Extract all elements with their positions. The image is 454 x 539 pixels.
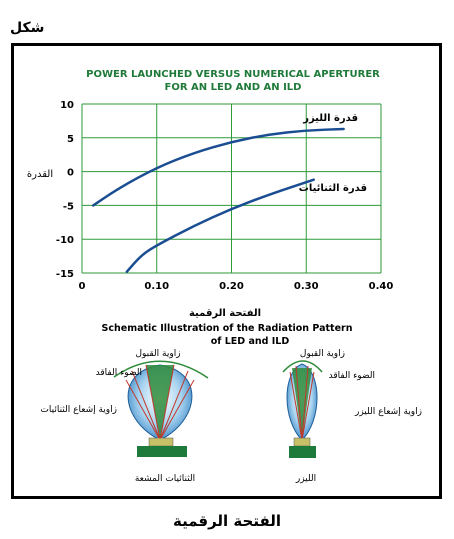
- ild-emission-angle-label: زاوية إشعاع الليزر: [355, 407, 422, 417]
- series-label-laser: قدرة الليزر: [303, 113, 358, 124]
- x-axis-label: الفتحة الرقمية: [188, 308, 262, 319]
- led-acceptance-angle-label: زاوية القبول: [135, 349, 181, 359]
- diagram-title-line2: of LED and ILD: [210, 336, 290, 347]
- ild-radiation-pattern: [283, 361, 322, 458]
- chart-title-line1: POWER LAUNCHED VERSUS NUMERICAL APERTURER: [86, 69, 380, 80]
- x-tick-label: 0: [78, 281, 86, 292]
- series-label-led: قدرة الثنائيات: [298, 183, 367, 194]
- y-tick-label: 0: [67, 167, 74, 179]
- led-emission-angle-label: زاوية إشعاع الثنائيات: [40, 405, 117, 415]
- plot-area: [56, 100, 393, 292]
- x-tick-label: 0.30: [293, 281, 319, 292]
- diagram-title-line1: Schematic Illustration of the Radiation Pattern: [101, 323, 353, 334]
- x-tick-label: 0.40: [368, 281, 394, 292]
- y-tick-label: -15: [55, 269, 74, 280]
- ild-source-label: الليزر: [295, 474, 317, 484]
- led-base: [137, 446, 187, 457]
- x-tick-label: 0.20: [219, 281, 244, 292]
- figure-label: شكل: [10, 20, 45, 36]
- y-axis-label: القدرة: [26, 169, 54, 180]
- ild-base: [289, 446, 316, 458]
- led-chip: [149, 438, 173, 446]
- x-tick-label: 0.10: [144, 281, 170, 292]
- led-source-label: الثنائيات المشعة: [134, 474, 196, 484]
- ild-chip: [294, 438, 310, 446]
- ild-acceptance-angle-label: زاوية القبول: [299, 349, 345, 359]
- series-line-led: [127, 180, 314, 272]
- ild-lost-light-label: الضوء الفاقد: [328, 371, 375, 381]
- led-lost-light-label: الضوء الفاقد: [95, 368, 142, 378]
- y-tick-label: -10: [55, 235, 74, 247]
- figure-caption: الفتحة الرقمية: [172, 512, 282, 530]
- chart-title-line2: FOR AN LED AND AN ILD: [164, 82, 302, 93]
- y-tick-label: -5: [62, 201, 74, 213]
- y-tick-label: 5: [67, 133, 74, 145]
- y-tick-label: 10: [60, 100, 74, 111]
